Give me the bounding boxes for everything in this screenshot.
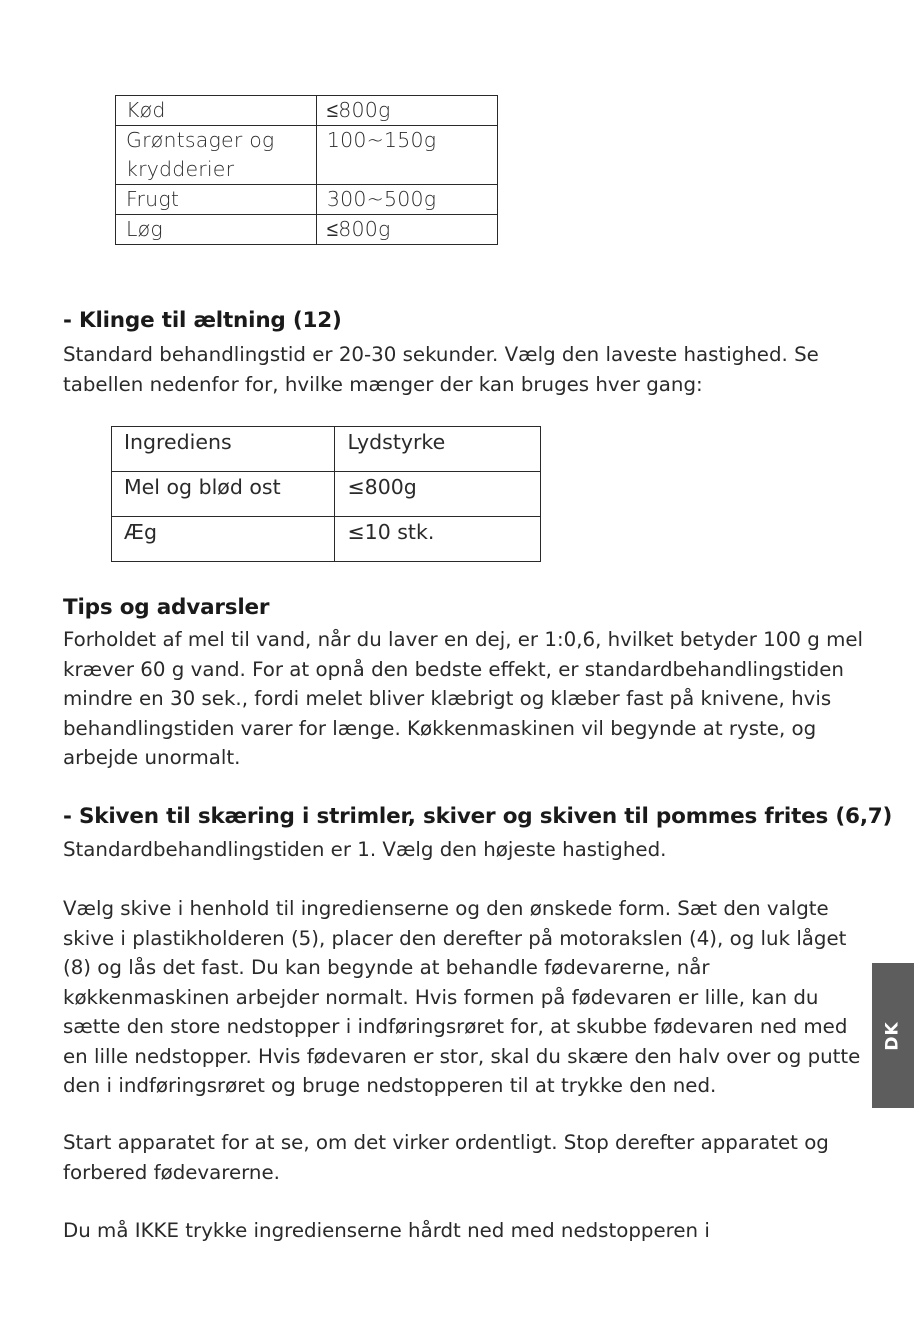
text-line: tabellen nedenfor for, hvilke mænger der kan bruges hver gang: — [63, 372, 703, 396]
language-tab — [872, 963, 914, 1108]
text-line: kræver 60 g vand. For at opnå den bedste effekt, er standardbehandlingstiden — [63, 657, 844, 681]
table-cell: Mel og blød ost — [112, 472, 335, 517]
quantity-table-kneading — [111, 426, 541, 562]
tips-paragraph — [63, 625, 863, 773]
kneading-paragraph — [63, 340, 863, 399]
text-line: sætte den store nedstopper i indføringsrøret for, at skubbe fødevaren ned med — [63, 1015, 848, 1038]
section-heading-kneading: - Klinge til æltning (12) — [63, 308, 342, 333]
text-line: arbejde unormalt. — [63, 746, 241, 769]
text-line: en lille nedstopper. Hvis fødevaren er stor, skal du skære den halv over og putte — [63, 1044, 861, 1068]
text-line: Vælg skive i henhold til ingredienserne og den ønskede form. Sæt den valgte — [63, 897, 829, 920]
slicing-paragraph-3 — [63, 1216, 863, 1246]
table-cell: Frugt — [116, 185, 317, 215]
slicing-paragraph-1 — [63, 894, 863, 1101]
table-row — [116, 96, 498, 126]
table-row — [116, 126, 498, 185]
text-line: Standard behandlingstid er 20-30 sekunder. Vælg den laveste hastighed. Se — [63, 343, 819, 366]
slicing-paragraph-2 — [63, 1128, 863, 1187]
language-tab-label: DK — [882, 1020, 903, 1051]
text-line: den i indføringsrøret og bruge nedstopperen til at trykke den ned. — [63, 1074, 717, 1097]
table-cell: ≤800g — [316, 96, 497, 126]
table-row — [112, 472, 541, 517]
text-line: behandlingstiden varer for længe. Køkkenmaskinen vil begynde at ryste, og — [63, 716, 817, 740]
table-cell: ≤10 stk. — [335, 517, 541, 562]
table-cell: Kød — [116, 96, 317, 126]
text-line: Forholdet af mel til vand, når du laver en dej, er 1:0,6, hvilket betyder 100 g mel — [63, 628, 864, 651]
slicing-intro — [63, 835, 863, 865]
text-line: forbered fødevarerne. — [63, 1160, 280, 1184]
table-header-cell: Ingrediens — [112, 427, 335, 472]
text-line: Standardbehandlingstiden er 1. Vælg den højeste hastighed. — [63, 838, 667, 861]
section-heading-slicing: - Skiven til skæring i strimler, skiver og skiven til pommes frites (6,7) — [63, 804, 893, 829]
table-row — [116, 185, 498, 215]
table-cell: Grøntsager og krydderier — [116, 126, 317, 185]
text-line: Start apparatet for at se, om det virker ordentligt. Stop derefter apparatet og — [63, 1131, 829, 1154]
table-header-cell: Lydstyrke — [335, 427, 541, 472]
text-line: mindre en 30 sek., fordi melet bliver klæbrigt og klæber fast på knivene, hvis — [63, 687, 832, 710]
text-line: Du må IKKE trykke ingredienserne hårdt ned med nedstopperen i — [63, 1219, 710, 1242]
table-header-row — [112, 427, 541, 472]
table-cell: ≤800g — [335, 472, 541, 517]
text-line: skive i plastikholderen (5), placer den derefter på motorakslen (4), og luk låget — [63, 926, 847, 950]
section-heading-tips: Tips og advarsler — [63, 595, 270, 620]
table-cell: ≤800g — [316, 215, 497, 245]
table-row — [116, 215, 498, 245]
quantity-table-slicing — [115, 95, 498, 245]
table-cell: Æg — [112, 517, 335, 562]
table-cell: 300~500g — [316, 185, 497, 215]
table-cell: 100~150g — [316, 126, 497, 185]
table-row — [112, 517, 541, 562]
table-cell: Løg — [116, 215, 317, 245]
text-line: (8) og lås det fast. Du kan begynde at behandle fødevarerne, når — [63, 956, 710, 979]
text-line: køkkenmaskinen arbejder normalt. Hvis formen på fødevaren er lille, kan du — [63, 985, 819, 1009]
